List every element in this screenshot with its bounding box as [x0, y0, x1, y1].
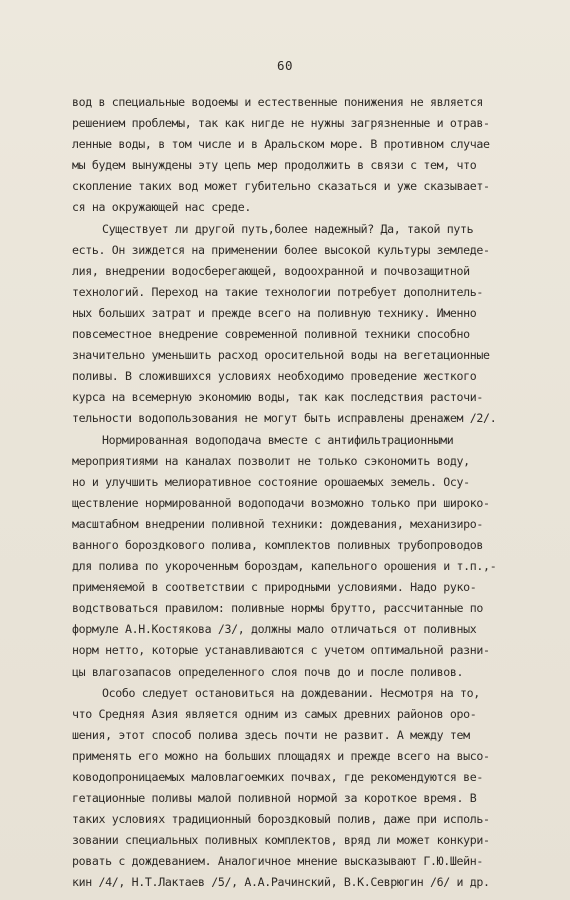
paragraph-start-line: Особо следует остановиться на дождевании. Несмотря на то, — [102, 685, 480, 700]
text-line: лия, внедрении водосберегающей, водоохранной и почвозащитной — [72, 263, 470, 278]
text-line: масштабном внедрении поливной техники: дождевания, механизиро- — [72, 516, 484, 531]
text-line: водствоваться правилом: поливные нормы брутто, рассчитанные по — [72, 601, 484, 616]
text-line: ществление нормированной водоподачи возможно только при широко- — [72, 495, 490, 510]
text-line: таких условиях традиционный бороздковый полив, даже при исполь- — [72, 812, 490, 827]
text-line: ленные воды, в том числе и в Аральском море. В противном случае — [72, 137, 490, 152]
text-line: но и улучшить мелиоративное состояние орошаемых земель. Осу- — [72, 474, 470, 489]
text-line: для полива по укороченным бороздам, капельного орошения и т.п.,- — [72, 559, 497, 574]
text-line: норм нетто, которые устанавливаются с учетом оптимальной разни- — [72, 643, 490, 658]
text-line: цы влагозапасов определенного слоя почв до и после поливов. — [72, 664, 464, 679]
text-line: ровать с дождеванием. Аналогичное мнение высказывают Г.Ю.Шейн- — [72, 854, 484, 869]
text-line: тельности водопользования не могут быть исправлены дренажем /2/. — [72, 411, 497, 426]
text-line: мероприятиями на каналах позволит не только сэкономить воду, — [72, 453, 470, 468]
text-line: повсеместное внедрение современной поливной техники способно — [72, 327, 470, 342]
text-line: кин /4/, Н.Т.Лактаев /5/, А.А.Рачинский, В.К.Севрюгин /6/ и др. — [72, 875, 490, 890]
text-line: применять его можно на больших площадях и прежде всего на высо- — [72, 748, 490, 763]
text-line: формуле А.Н.Костякова /3/, должны мало отличаться от поливных — [72, 622, 477, 637]
text-line: применяемой в соответствии с природными условиями. Надо руко- — [72, 580, 477, 595]
text-line: поливы. В сложившихся условиях необходимо проведение жесткого — [72, 369, 477, 384]
text-line: технологий. Переход на такие технологии потребует дополнитель- — [72, 284, 484, 299]
text-line: ководопроницаемых маловлагоемких почвах, где рекомендуются ве- — [72, 770, 484, 784]
paragraph-start-line: Существует ли другой путь,более надежный? Да, такой путь — [102, 221, 474, 236]
text-line: курса на всемерную экономию воды, так как последствия расточи- — [72, 390, 484, 405]
text-line: значительно уменьшить расход оросительной воды на вегетационные — [72, 348, 490, 363]
text-line: скопление таких вод может губительно сказаться и уже сказывает- — [72, 179, 490, 194]
text-line: что Средняя Азия является одним из самых древних районов оро- — [72, 706, 477, 721]
text-line: гетационные поливы малой поливной нормой за короткое время. В — [72, 791, 477, 806]
text-line: зовании специальных поливных комплектов, вряд ли может конкури- — [72, 833, 490, 848]
text-line: решением проблемы, так как нигде не нужны загрязненные и отрав- — [72, 116, 490, 131]
page-number: 60 — [276, 58, 294, 73]
text-line: ванного бороздкового полива, комплектов поливных трубопроводов — [72, 537, 484, 552]
text-line: есть. Он зиждется на применении более высокой культуры земледе- — [72, 242, 490, 257]
text-line: мы будем вынуждены эту цепь мер продолжить в связи с тем, что — [72, 158, 477, 173]
paragraph-start-line: Нормированная водоподача вместе с антифильтрационными — [102, 432, 454, 447]
text-line: шения, этот способ полива здесь почти не развит. А между тем — [72, 727, 470, 742]
text-line: ных больших затрат и прежде всего на поливную технику. Именно — [72, 305, 477, 320]
body-text — [72, 92, 532, 894]
text-line: вод в специальные водоемы и естественные понижения не является — [72, 95, 484, 109]
text-line: ся на окружающей нас среде. — [72, 200, 252, 215]
